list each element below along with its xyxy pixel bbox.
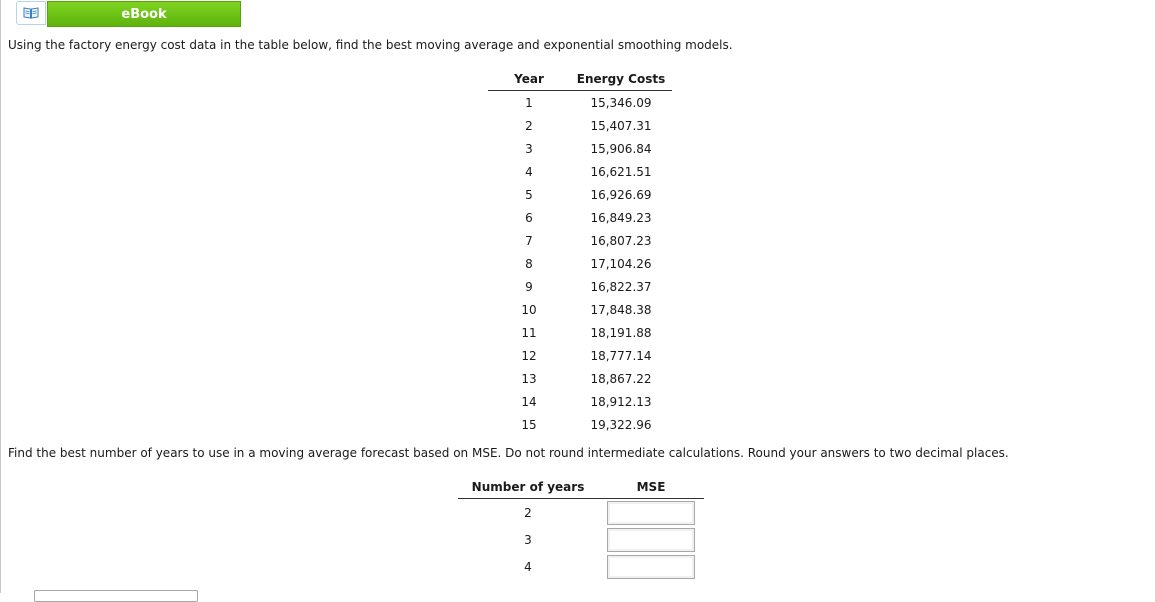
table-row (488, 160, 672, 183)
year-cell: 3 (525, 141, 533, 156)
year-cell: 12 (521, 348, 537, 363)
number-of-years-cell: 2 (524, 505, 532, 520)
energy-cost-cell: 18,777.14 (590, 348, 652, 363)
table-row (488, 252, 672, 275)
header-number-of-years: Number of years (458, 476, 598, 499)
energy-cost-table (488, 68, 672, 436)
number-of-years-cell: 3 (524, 532, 532, 547)
question-intro: Using the factory energy cost data in the table below, find the best moving average and exponential smoothing models. (8, 38, 733, 52)
table-row (488, 229, 672, 252)
ebook-bar (16, 1, 241, 27)
energy-table-body (488, 91, 672, 437)
energy-cost-cell: 17,848.38 (590, 302, 652, 317)
energy-cost-cell: 15,906.84 (590, 141, 652, 156)
year-cell: 6 (525, 210, 533, 225)
year-cell: 15 (521, 417, 537, 432)
mse-table-body (458, 499, 704, 581)
year-cell: 11 (521, 325, 537, 340)
energy-cost-cell: 16,807.23 (590, 233, 652, 248)
table-row (458, 499, 704, 527)
energy-cost-cell: 17,104.26 (590, 256, 652, 271)
energy-cost-cell: 18,191.88 (590, 325, 652, 340)
year-cell: 1 (525, 95, 533, 110)
table-row (488, 206, 672, 229)
mse-input-3[interactable] (607, 528, 695, 552)
table-row (488, 344, 672, 367)
energy-cost-cell: 16,849.23 (590, 210, 652, 225)
mse-cell (598, 553, 704, 580)
ebook-button[interactable]: eBook (47, 1, 241, 27)
open-book-icon[interactable] (16, 1, 46, 25)
table-row (488, 390, 672, 413)
energy-cost-cell: 19,322.96 (590, 417, 652, 432)
year-cell: 4 (525, 164, 533, 179)
mse-cell (598, 499, 704, 527)
table-row (458, 553, 704, 580)
question-instructions: Find the best number of years to use in a moving average forecast based on MSE. Do not round intermediate calculations. Round your answers to two decimal places. (8, 446, 1009, 460)
number-of-years-cell: 4 (524, 559, 532, 574)
mse-cell (598, 526, 704, 553)
table-row (488, 367, 672, 390)
year-cell: 2 (525, 118, 533, 133)
header-year: Year (488, 68, 570, 91)
table-row (488, 183, 672, 206)
year-cell: 13 (521, 371, 537, 386)
energy-cost-cell: 16,621.51 (590, 164, 652, 179)
table-row (488, 321, 672, 344)
year-cell: 10 (521, 302, 537, 317)
table-row (488, 137, 672, 160)
year-cell: 9 (525, 279, 533, 294)
energy-cost-cell: 15,407.31 (590, 118, 652, 133)
table-row (488, 91, 672, 115)
mse-table (458, 476, 704, 580)
year-cell: 7 (525, 233, 533, 248)
energy-cost-cell: 15,346.09 (590, 95, 652, 110)
year-cell: 5 (525, 187, 533, 202)
mse-input-4[interactable] (607, 555, 695, 579)
energy-cost-cell: 18,867.22 (590, 371, 652, 386)
energy-cost-cell: 16,822.37 (590, 279, 652, 294)
left-border (0, 0, 1, 593)
table-row (488, 413, 672, 436)
header-mse: MSE (598, 476, 704, 499)
table-row (458, 526, 704, 553)
header-energy-costs: Energy Costs (570, 68, 672, 91)
energy-cost-cell: 18,912.13 (590, 394, 652, 409)
table-row (488, 275, 672, 298)
energy-cost-cell: 16,926.69 (590, 187, 652, 202)
mse-input-2[interactable] (607, 501, 695, 525)
table-row (488, 114, 672, 137)
year-cell: 14 (521, 394, 537, 409)
answer-dropdown[interactable] (34, 590, 198, 602)
year-cell: 8 (525, 256, 533, 271)
table-row (488, 298, 672, 321)
